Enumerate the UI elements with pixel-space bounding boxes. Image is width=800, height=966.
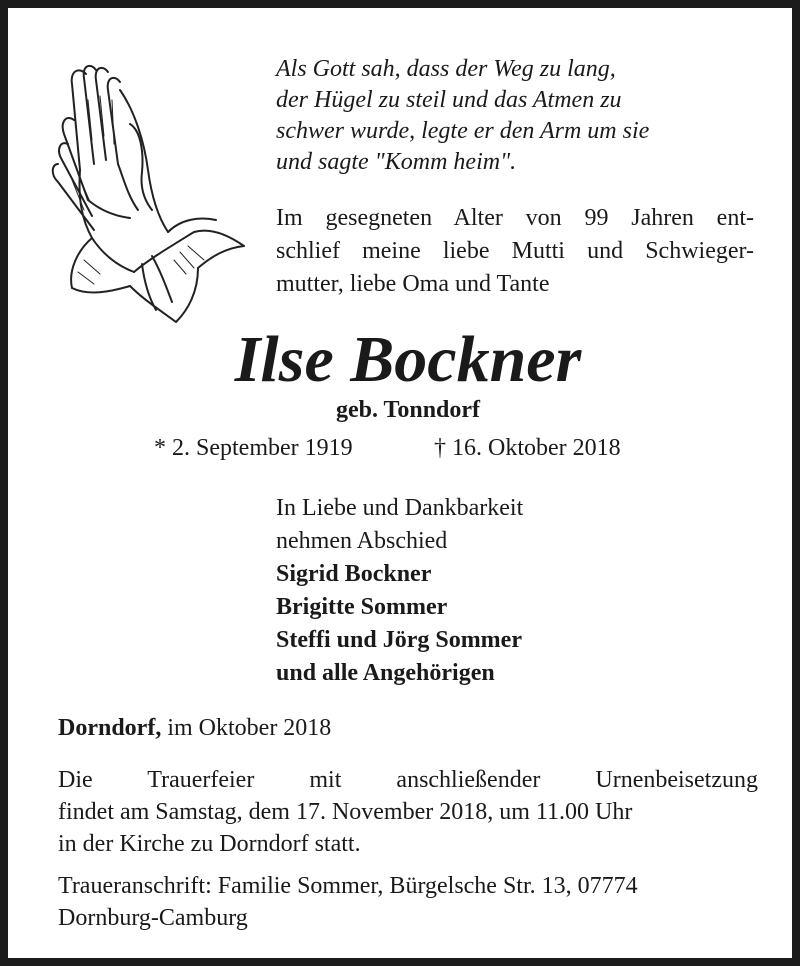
birth-date: * 2. September 1919 — [154, 435, 353, 461]
service-line: Die Trauerfeier mit anschließender Urnenbeisetzung — [58, 767, 758, 793]
place-date — [58, 712, 758, 744]
mourner-name: Steffi und Jörg Sommer — [276, 627, 522, 653]
praying-hands-icon — [48, 60, 248, 330]
funeral-service-info — [58, 764, 758, 860]
announcement-line: mutter, liebe Oma und Tante — [276, 271, 550, 297]
life-dates — [154, 432, 674, 464]
mourning-address — [58, 870, 758, 934]
address-line: Dornburg-Camburg — [58, 905, 248, 931]
announcement-line: Im gesegneten Alter von 99 Jahren ent- — [276, 205, 754, 231]
poem-line: schwer wurde, legte er den Arm um sie — [276, 118, 650, 144]
mourners-intro-line: nehmen Abschied — [276, 528, 448, 554]
address-line: Traueranschrift: Familie Sommer, Bürgelsche Str. 13, 07774 — [58, 873, 638, 899]
service-line: in der Kirche zu Dorndorf statt. — [58, 831, 361, 857]
place-date-text: im Oktober 2018 — [161, 715, 332, 741]
mourners-intro-line: In Liebe und Dankbarkeit — [276, 495, 524, 521]
poem-line: und sagte "Komm heim". — [276, 149, 517, 175]
mourner-name: Brigitte Sommer — [276, 594, 448, 620]
announcement-text — [276, 202, 754, 301]
service-line: findet am Samstag, dem 17. November 2018, um 11.00 Uhr — [58, 799, 633, 825]
birth-name: geb. Tonndorf — [335, 397, 481, 423]
poem-line: der Hügel zu steil und das Atmen zu — [276, 87, 622, 113]
death-date: † 16. Oktober 2018 — [434, 435, 621, 461]
mourners-block — [276, 492, 736, 690]
poem-quote — [276, 54, 746, 178]
announcement-line: schlief meine liebe Mutti und Schwieger- — [276, 238, 754, 264]
poem-line: Als Gott sah, dass der Weg zu lang, — [276, 56, 616, 82]
mourner-name: und alle Angehörigen — [276, 660, 495, 686]
mourner-name: Sigrid Bockner — [276, 561, 432, 587]
deceased-name: Ilse Bockner — [234, 323, 582, 396]
place-town: Dorndorf, — [58, 715, 162, 741]
